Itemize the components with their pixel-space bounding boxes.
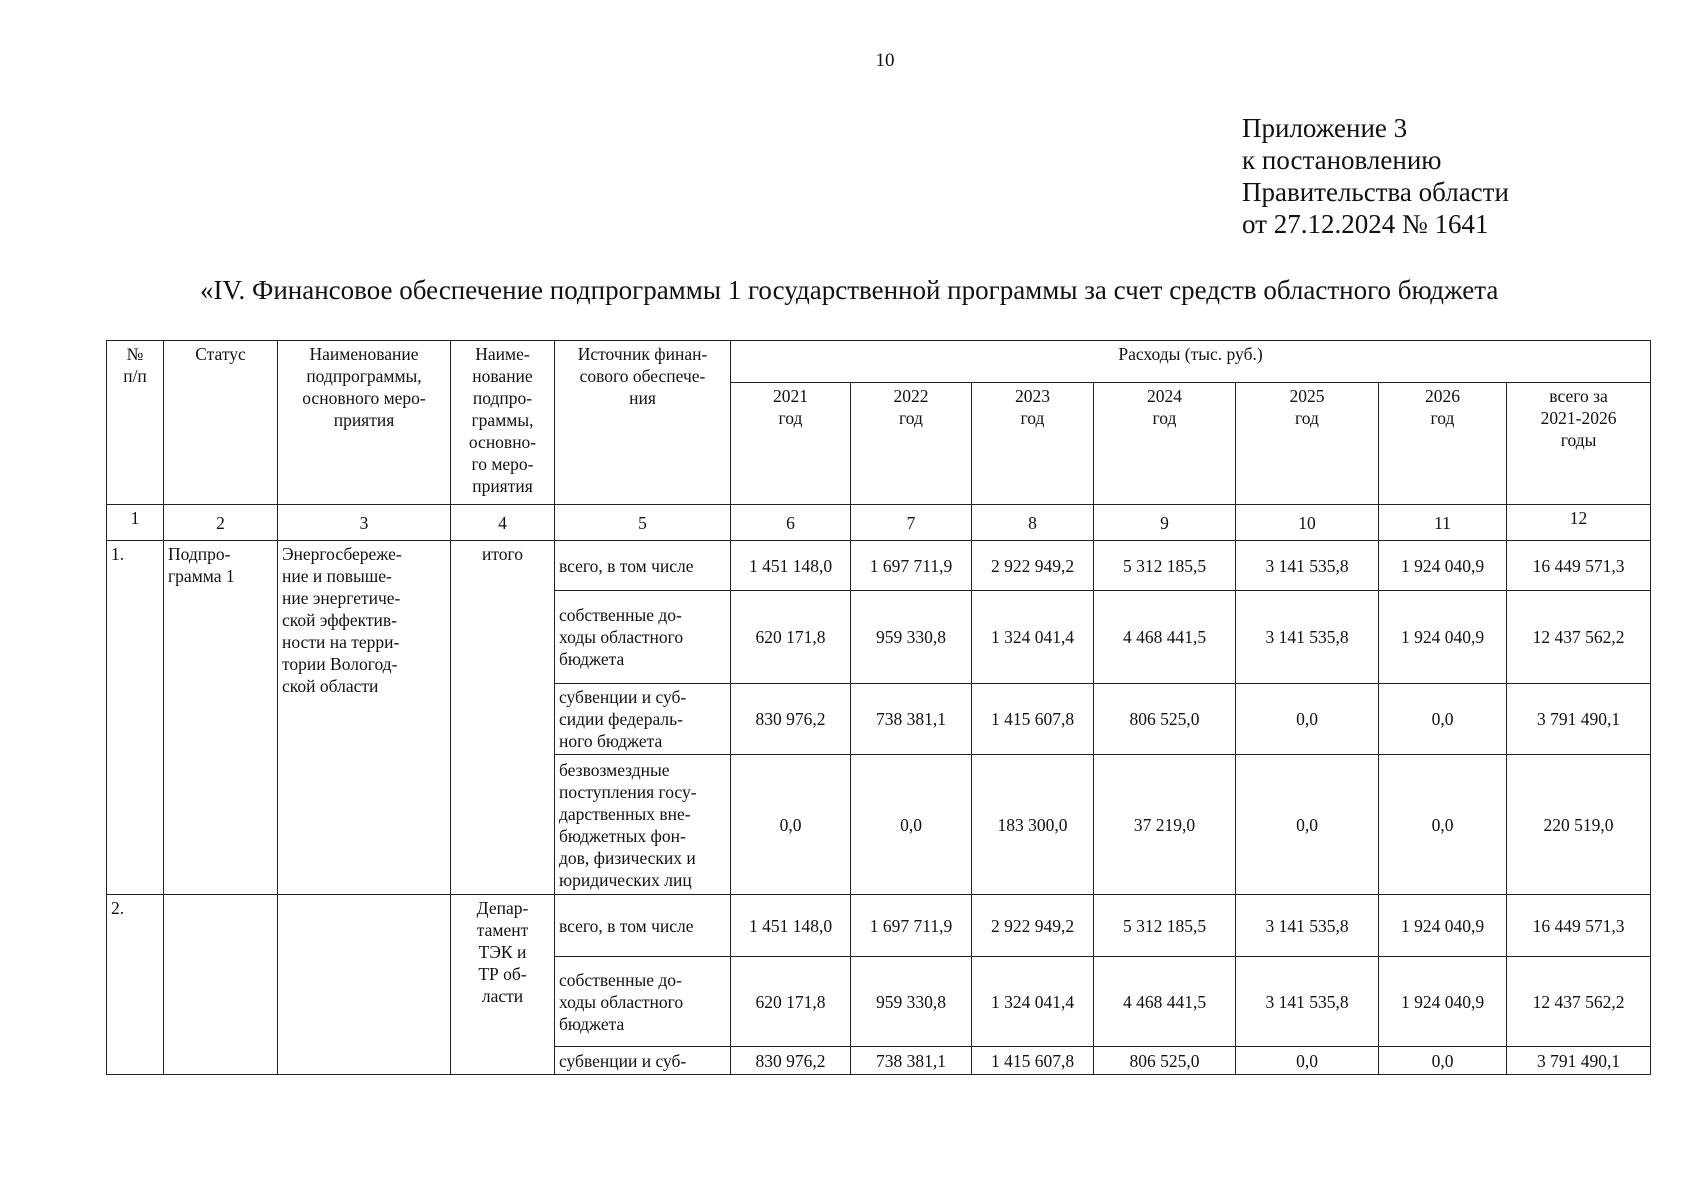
value-cell: 3 141 535,8 [1236,591,1379,684]
column-number: 8 [972,505,1094,541]
page-number: 10 [875,50,895,71]
value-cell: 220 519,0 [1507,755,1651,895]
appendix-line: Правительства области [1242,177,1509,207]
value-cell: 1 924 040,9 [1379,895,1507,957]
row-number-cell: 1. [107,541,164,895]
value-cell: 1 697 711,9 [851,541,972,591]
value-cell: 0,0 [1379,684,1507,755]
source-cell: собственные до- ходы областного бюджета [555,957,731,1047]
executor-cell: Депар- тамент ТЭК и ТР об- ласти [451,895,555,1075]
appendix-line: Приложение 3 [1242,113,1408,143]
value-cell: 1 924 040,9 [1379,541,1507,591]
value-cell: 0,0 [1236,684,1379,755]
header-year-2024: 2024 год [1094,383,1236,505]
value-cell: 1 924 040,9 [1379,957,1507,1047]
name-cell [278,895,451,1075]
column-number: 4 [451,505,555,541]
header-year-2025: 2025 год [1236,383,1379,505]
value-cell: 830 976,2 [731,1047,851,1075]
column-number: 7 [851,505,972,541]
value-cell: 5 312 185,5 [1094,895,1236,957]
value-cell: 806 525,0 [1094,1047,1236,1075]
value-cell: 1 451 148,0 [731,895,851,957]
source-cell: собственные до- ходы областного бюджета [555,591,731,684]
table-row [107,895,1651,957]
column-number: 2 [164,505,278,541]
financing-table [106,340,1651,1075]
value-cell: 3 791 490,1 [1507,1047,1651,1075]
source-cell: всего, в том числе [555,541,731,591]
value-cell: 183 300,0 [972,755,1094,895]
value-cell: 3 141 535,8 [1236,541,1379,591]
value-cell: 806 525,0 [1094,684,1236,755]
value-cell: 830 976,2 [731,684,851,755]
value-cell: 16 449 571,3 [1507,541,1651,591]
table-row [107,541,1651,591]
value-cell: 620 171,8 [731,591,851,684]
appendix-line: к постановлению [1242,145,1442,175]
column-number: 9 [1094,505,1236,541]
value-cell: 620 171,8 [731,957,851,1047]
value-cell: 0,0 [1379,755,1507,895]
column-number: 5 [555,505,731,541]
row-number-cell: 2. [107,895,164,1075]
value-cell: 959 330,8 [851,591,972,684]
value-cell: 12 437 562,2 [1507,591,1651,684]
document-title: «IV. Финансовое обеспечение подпрограммы 1 государственной программы за счет средств областного бюджета [200,275,1499,305]
value-cell: 2 922 949,2 [972,541,1094,591]
value-cell: 1 415 607,8 [972,1047,1094,1075]
column-number: 6 [731,505,851,541]
value-cell: 738 381,1 [851,684,972,755]
value-cell: 1 451 148,0 [731,541,851,591]
value-cell: 959 330,8 [851,957,972,1047]
value-cell: 2 922 949,2 [972,895,1094,957]
header-name: Наименование подпрограммы, основного меро- приятия [278,341,451,505]
executor-cell: итого [451,541,555,895]
value-cell: 1 415 607,8 [972,684,1094,755]
name-cell: Энергосбереже- ние и повыше- ние энергетиче- ской эффектив- ности на терри- тории Вологод- ской области [278,541,451,895]
header-year-2022: 2022 год [851,383,972,505]
column-number: 12 [1507,505,1651,541]
header-year-2023: 2023 год [972,383,1094,505]
value-cell: 0,0 [1379,1047,1507,1075]
header-total: всего за 2021-2026 годы [1507,383,1651,505]
header-source: Источник финан- сового обеспече- ния [555,341,731,505]
source-cell: субвенции и суб- [555,1047,731,1075]
value-cell: 12 437 562,2 [1507,957,1651,1047]
column-number: 3 [278,505,451,541]
status-cell [164,895,278,1075]
value-cell: 16 449 571,3 [1507,895,1651,957]
value-cell: 5 312 185,5 [1094,541,1236,591]
value-cell: 1 324 041,4 [972,591,1094,684]
column-number: 11 [1379,505,1507,541]
value-cell: 1 324 041,4 [972,957,1094,1047]
value-cell: 3 141 535,8 [1236,895,1379,957]
source-cell: безвозмездные поступления госу- дарственных вне- бюджетных фон- дов, физических и юридических лиц [555,755,731,895]
source-cell: субвенции и суб- сидии федераль- ного бюджета [555,684,731,755]
appendix-line: от 27.12.2024 № 1641 [1242,209,1489,239]
header-status: Статус [164,341,278,505]
value-cell: 3 141 535,8 [1236,957,1379,1047]
value-cell: 0,0 [1236,755,1379,895]
value-cell: 4 468 441,5 [1094,591,1236,684]
column-number: 10 [1236,505,1379,541]
status-cell: Подпро- грамма 1 [164,541,278,895]
appendix-header [1242,112,1509,240]
column-number: 1 [107,505,164,541]
value-cell: 0,0 [1236,1047,1379,1075]
value-cell: 0,0 [731,755,851,895]
value-cell: 0,0 [851,755,972,895]
value-cell: 37 219,0 [1094,755,1236,895]
header-num: № п/п [107,341,164,505]
header-year-2021: 2021 год [731,383,851,505]
header-year-2026: 2026 год [1379,383,1507,505]
value-cell: 738 381,1 [851,1047,972,1075]
value-cell: 3 791 490,1 [1507,684,1651,755]
value-cell: 4 468 441,5 [1094,957,1236,1047]
header-executor: Наиме- нование подпро- граммы, основно- го меро- приятия [451,341,555,505]
header-expenses: Расходы (тыс. руб.) [731,341,1651,383]
source-cell: всего, в том числе [555,895,731,957]
value-cell: 1 697 711,9 [851,895,972,957]
value-cell: 1 924 040,9 [1379,591,1507,684]
